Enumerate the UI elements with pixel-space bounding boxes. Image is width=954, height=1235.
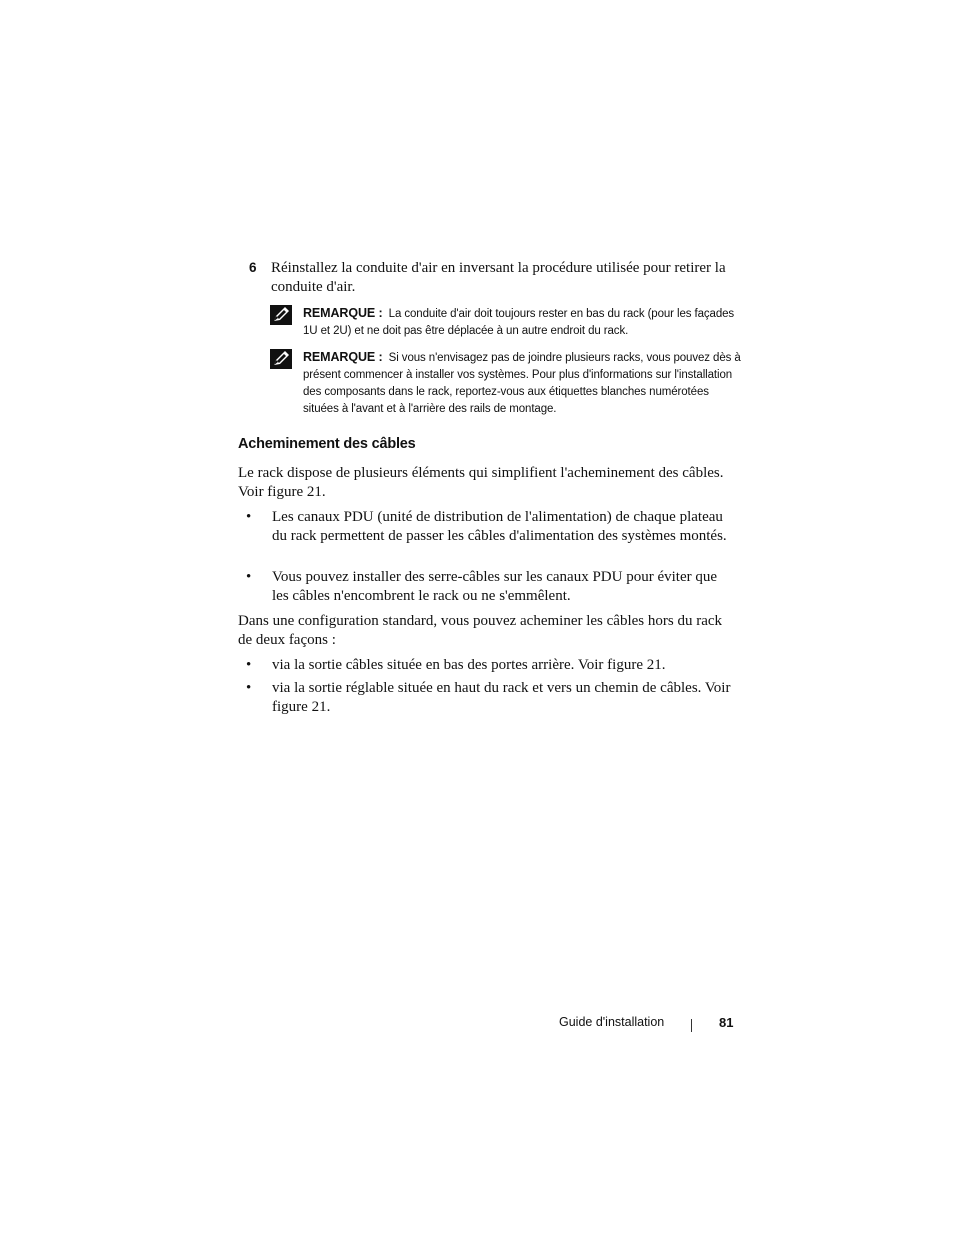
list-item-text: via la sortie réglable située en haut du rack et vers un chemin de câbles. Voir figure 21. — [272, 680, 731, 715]
footer-divider — [691, 1019, 692, 1032]
note-label: REMARQUE : — [303, 350, 383, 364]
note-text: Si vous n'envisagez pas de joindre plusieurs racks, vous pouvez dès à présent commencer à installer vos systèmes. Pour plus d'informations sur l'installation des composants dans le rack, reportez-vous aux étiquettes blanches numérotées situées à l'avant et à l'arrière des rails de montage. — [303, 352, 741, 415]
list-item-text: Les canaux PDU (unité de distribution de l'alimentation) de chaque plateau du rack permettent de passer les câbles d'alimentation des systèmes montés. — [272, 509, 727, 544]
note-pencil-icon — [270, 349, 292, 369]
note-pencil-icon — [270, 305, 292, 325]
page-number: 81 — [719, 1015, 734, 1030]
footer-title: Guide d'installation — [559, 1015, 665, 1029]
note-label: REMARQUE : — [303, 306, 383, 320]
step-text: Réinstallez la conduite d'air en inversant la procédure utilisée pour retirer la conduite d'air. — [271, 260, 726, 295]
bullet-symbol: • — [246, 680, 252, 696]
bullet-symbol: • — [246, 657, 252, 673]
bullet-symbol: • — [246, 509, 252, 525]
section-heading: Acheminement des câbles — [238, 436, 416, 452]
note-text: La conduite d'air doit toujours rester en bas du rack (pour les façades 1U et 2U) et ne doit pas être déplacée à un autre endroit du rack. — [303, 308, 735, 337]
list-item-text: via la sortie câbles située en bas des portes arrière. Voir figure 21. — [272, 657, 666, 673]
bullet-symbol: • — [246, 569, 252, 585]
step-number: 6 — [249, 260, 257, 275]
intro-paragraph: Le rack dispose de plusieurs éléments qui simplifient l'acheminement des câbles. Voir figure 21. — [238, 465, 724, 500]
list-item-text: Vous pouvez installer des serre-câbles sur les canaux PDU pour éviter que les câbles n'encombrent le rack ou ne s'emmêlent. — [272, 569, 718, 604]
paragraph: Dans une configuration standard, vous pouvez acheminer les câbles hors du rack de deux façons : — [238, 613, 723, 648]
